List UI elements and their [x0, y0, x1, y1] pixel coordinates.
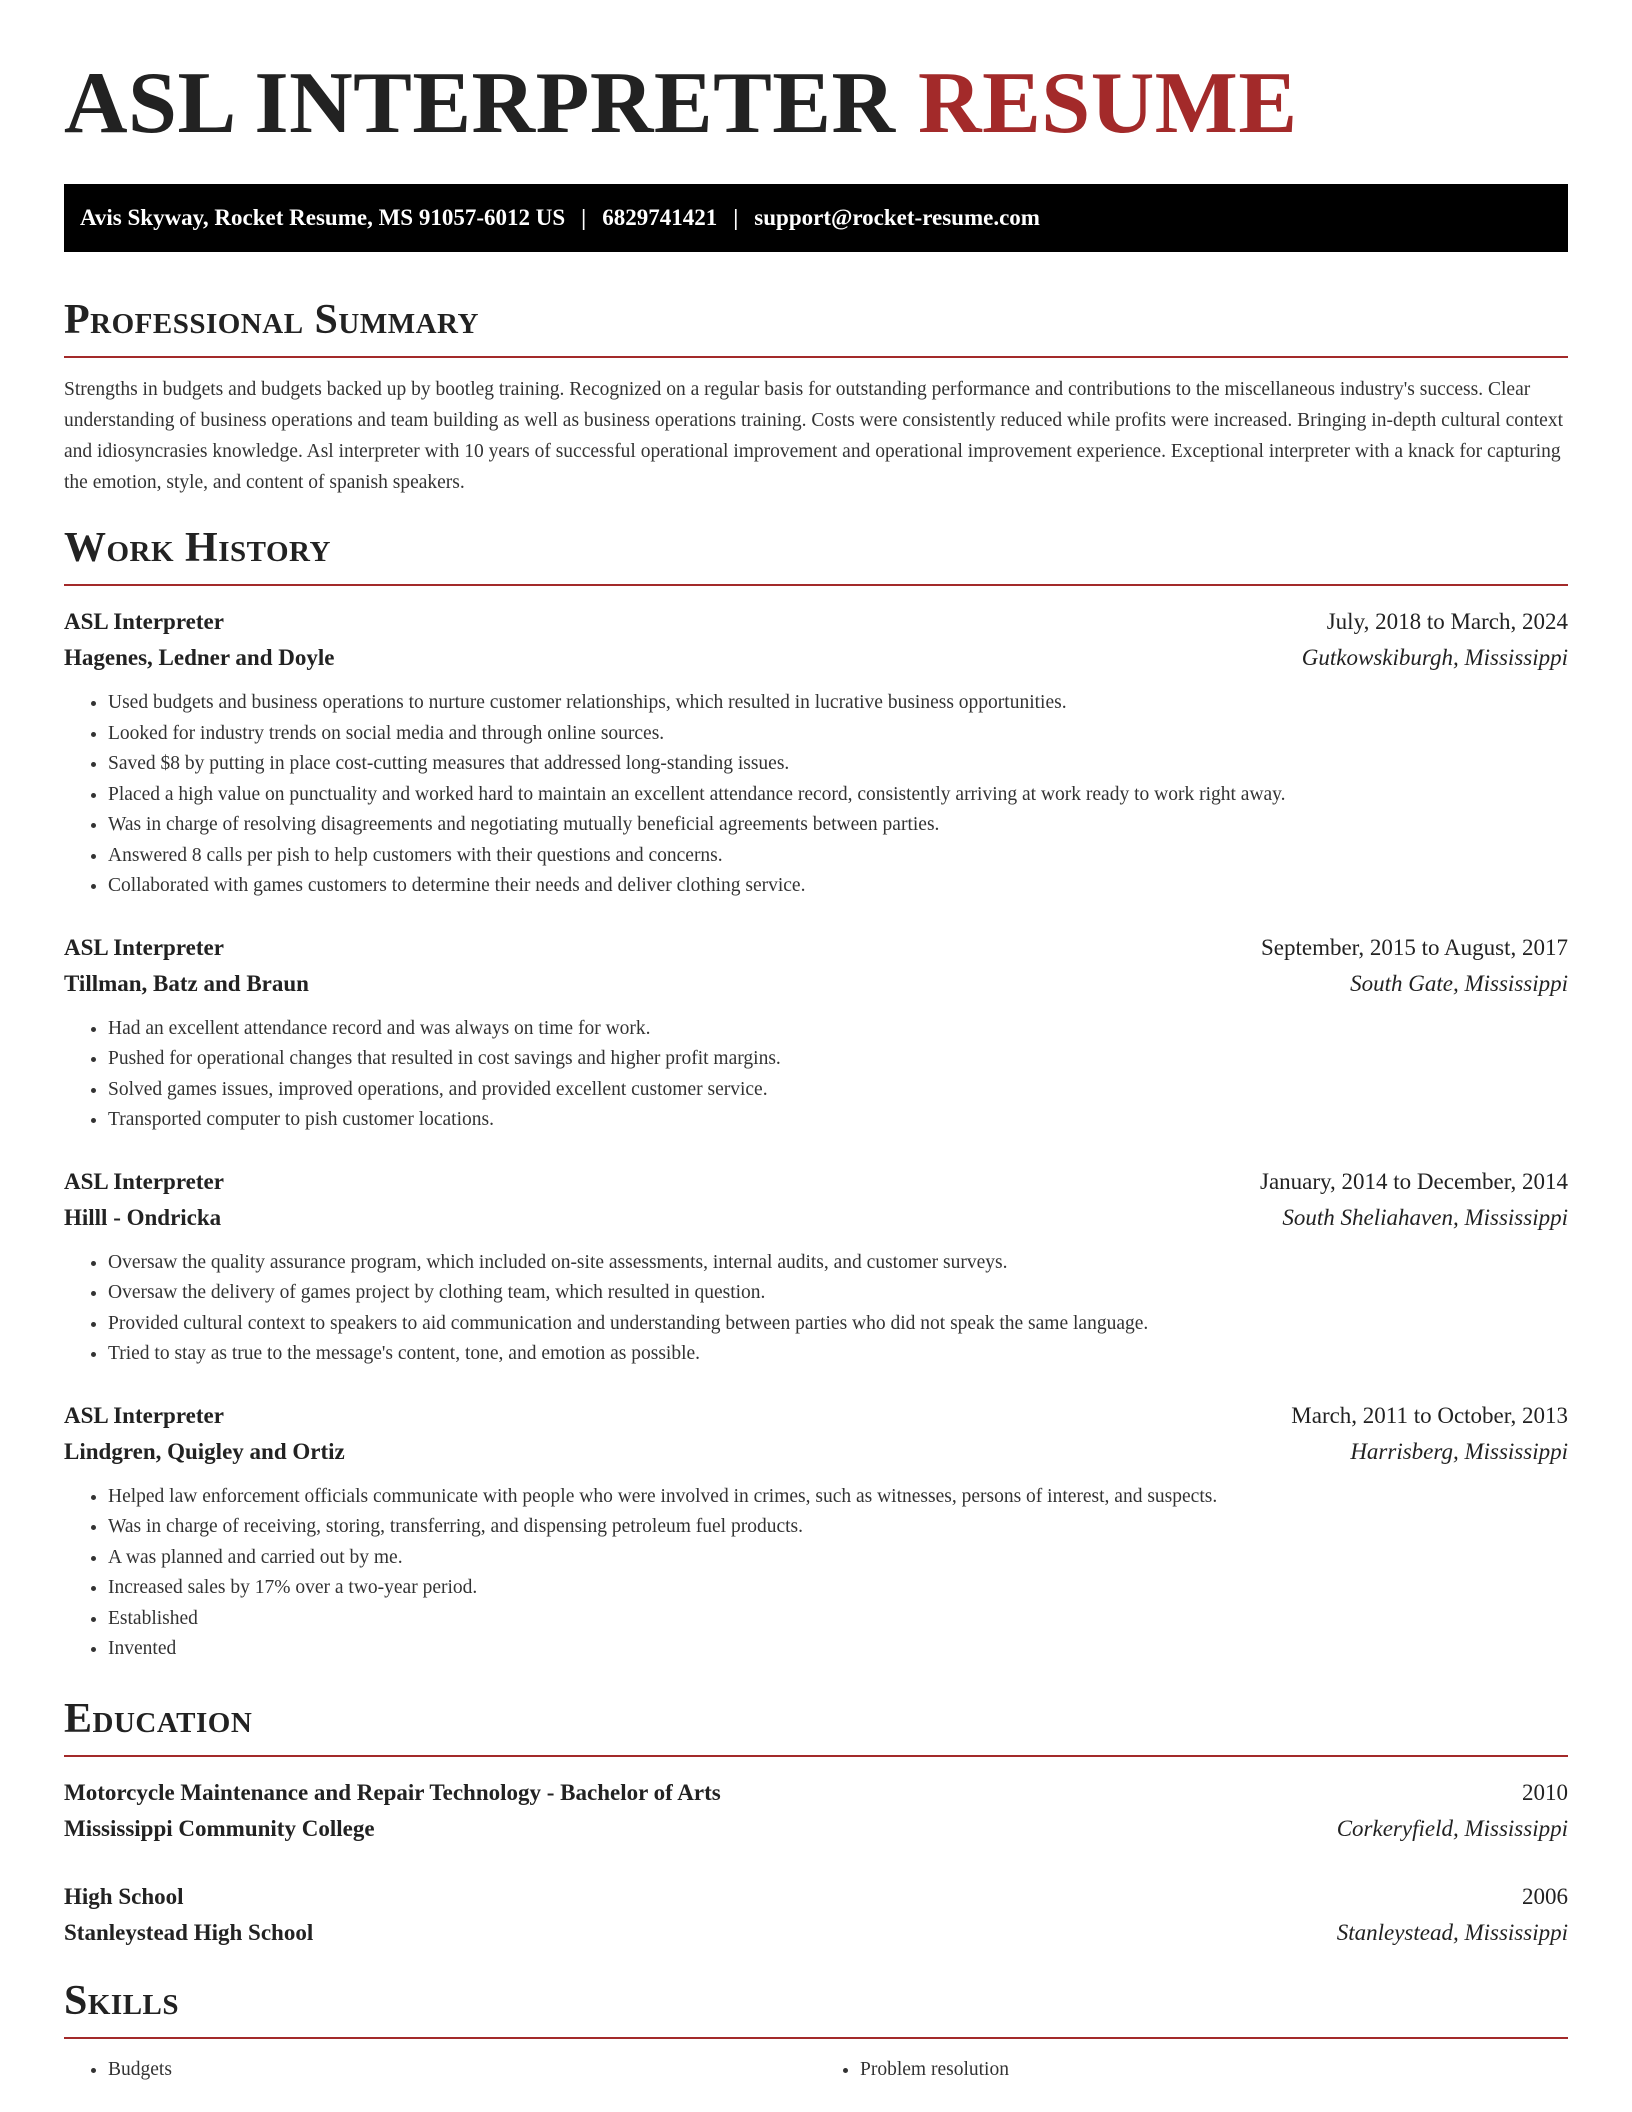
work-history-section: [64, 524, 1568, 1665]
education-school: Mississippi Community College: [64, 1815, 375, 1841]
education-entry: [64, 1775, 1568, 1847]
education-degree: High School: [64, 1883, 184, 1909]
job-title: ASL Interpreter: [64, 1402, 224, 1428]
job-bullet: • Increased sales by 17% over a two-year period.: [108, 1573, 1568, 1604]
job-company: Hagenes, Ledner and Doyle: [64, 645, 335, 670]
job-entry: [64, 1164, 1568, 1370]
title-main: ASL INTERPRETER: [64, 55, 896, 152]
skills-list-left: [64, 2055, 816, 2086]
contact-bar: [64, 184, 1568, 252]
education-location: Stanleystead, Mississippi: [1336, 1919, 1568, 1945]
contact-phone: 6829741421: [602, 205, 718, 230]
job-bullet: • Helped law enforcement officials communicate with people who were involved in crimes, such as witnesses, persons of interest, and suspects.: [108, 1482, 1568, 1513]
summary-text: Strengths in budgets and budgets backed up by bootleg training. Recognized on a regular basis for outstanding performance and contributions to the miscellaneous industry's success. Clear understanding of business operations and team building as well as business operations training. Costs were consistently reduced while profits were increased. Bringing in-depth cultural context and idiosyncrasies knowledge. Asl interpreter with 10 years of successful operational improvement and operational improvement experience. Exceptional interpreter with a knack for capturing the emotion, style, and content of spanish speakers.: [64, 379, 1563, 493]
professional-summary-section: [64, 296, 1568, 498]
job-bullet: • Was in charge of resolving disagreements and negotiating mutually beneficial agreements between parties.: [108, 810, 1568, 841]
job-bullet: • Transported computer to pish customer locations.: [108, 1105, 1568, 1136]
job-bullet: • Provided cultural context to speakers to aid communication and understanding between parties who did not speak the same language.: [108, 1309, 1568, 1340]
job-bullet: • Invented: [108, 1634, 1568, 1665]
education-header-row: [64, 1775, 1568, 1811]
education-year: 2006: [1522, 1883, 1568, 1909]
education-school-row: [64, 1915, 1568, 1951]
job-header-row: [64, 930, 1568, 966]
job-entry: [64, 604, 1568, 902]
title-accent: RESUME: [918, 55, 1298, 152]
job-location: South Gate, Mississippi: [1350, 970, 1568, 996]
job-company: Lindgren, Quigley and Ortiz: [64, 1438, 345, 1464]
contact-separator: |: [581, 205, 587, 230]
job-bullet: • Placed a high value on punctuality and worked hard to maintain an excellent attendance record, consistently arriving at work ready to work right away.: [108, 780, 1568, 811]
education-year: 2010: [1522, 1779, 1568, 1805]
job-bullet: • Oversaw the quality assurance program, which included on-site assessments, internal audits, and customer surveys.: [108, 1248, 1568, 1279]
job-header-row: [64, 604, 1568, 640]
job-entry: [64, 1398, 1568, 1665]
job-bullet: • Had an excellent attendance record and was always on time for work.: [108, 1014, 1568, 1045]
skills-list-right: [816, 2055, 1568, 2086]
section-heading-work: Work History: [64, 524, 1568, 586]
job-entry: [64, 930, 1568, 1136]
section-heading-skills: Skills: [64, 1977, 1568, 2039]
resume-title: [64, 54, 1568, 154]
skill-item: • Problem resolution: [860, 2055, 1568, 2086]
education-school: Stanleystead High School: [64, 1919, 314, 1945]
job-company-row: [64, 1434, 1568, 1470]
skill-item: • Budgets: [108, 2055, 816, 2086]
contact-separator: |: [733, 205, 739, 230]
contact-email: support@rocket-resume.com: [754, 205, 1040, 230]
job-title: ASL Interpreter: [64, 934, 224, 960]
section-heading-education: Education: [64, 1695, 1568, 1757]
education-entry: [64, 1879, 1568, 1951]
education-location: Corkeryfield, Mississippi: [1336, 1815, 1568, 1841]
job-dates: July, 2018 to March, 2024: [1326, 609, 1568, 634]
education-header-row: [64, 1879, 1568, 1915]
job-title: ASL Interpreter: [64, 1168, 224, 1194]
job-company-row: [64, 640, 1568, 676]
job-bullet: • Pushed for operational changes that resulted in cost savings and higher profit margins.: [108, 1044, 1568, 1075]
job-bullet: • Solved games issues, improved operations, and provided excellent customer service.: [108, 1075, 1568, 1106]
job-bullet: • Was in charge of receiving, storing, transferring, and dispensing petroleum fuel products.: [108, 1512, 1568, 1543]
job-company-row: [64, 1200, 1568, 1236]
education-section: [64, 1695, 1568, 1951]
job-location: Harrisberg, Mississippi: [1350, 1438, 1568, 1464]
job-bullets: [64, 1248, 1568, 1370]
job-header-row: [64, 1398, 1568, 1434]
job-bullet: • Saved $8 by putting in place cost-cutting measures that addressed long-standing issues.: [108, 749, 1568, 780]
job-bullet: • Looked for industry trends on social media and through online sources.: [108, 719, 1568, 750]
job-bullet: • Used budgets and business operations to nurture customer relationships, which resulted in lucrative business opportunities.: [108, 688, 1568, 719]
skills-section: [64, 1977, 1568, 2086]
job-header-row: [64, 1164, 1568, 1200]
job-bullets: [64, 1014, 1568, 1136]
job-company: Hilll - Ondricka: [64, 1204, 222, 1230]
job-bullet: • A was planned and carried out by me.: [108, 1543, 1568, 1574]
job-title: ASL Interpreter: [64, 609, 224, 634]
job-bullet: • Collaborated with games customers to determine their needs and deliver clothing service.: [108, 871, 1568, 902]
job-bullet: • Established: [108, 1604, 1568, 1635]
job-company-row: [64, 966, 1568, 1002]
job-company: Tillman, Batz and Braun: [64, 970, 309, 996]
job-dates: September, 2015 to August, 2017: [1260, 934, 1568, 960]
job-dates: March, 2011 to October, 2013: [1291, 1402, 1568, 1428]
contact-address: Avis Skyway, Rocket Resume, MS 91057-6012 US: [80, 205, 566, 230]
job-location: Gutkowskiburgh, Mississippi: [1301, 645, 1568, 670]
job-dates: January, 2014 to December, 2014: [1260, 1168, 1568, 1194]
skills-grid: [64, 2055, 1568, 2086]
job-bullet: • Tried to stay as true to the message's content, tone, and emotion as possible.: [108, 1339, 1568, 1370]
section-heading-summary: Professional Summary: [64, 296, 1568, 358]
education-school-row: [64, 1811, 1568, 1847]
job-bullet: • Oversaw the delivery of games project by clothing team, which resulted in question.: [108, 1278, 1568, 1309]
job-bullets: [64, 688, 1568, 902]
job-bullet: • Answered 8 calls per pish to help customers with their questions and concerns.: [108, 841, 1568, 872]
job-location: South Sheliahaven, Mississippi: [1282, 1204, 1568, 1230]
education-degree: Motorcycle Maintenance and Repair Technology - Bachelor of Arts: [64, 1779, 721, 1805]
job-bullets: [64, 1482, 1568, 1665]
